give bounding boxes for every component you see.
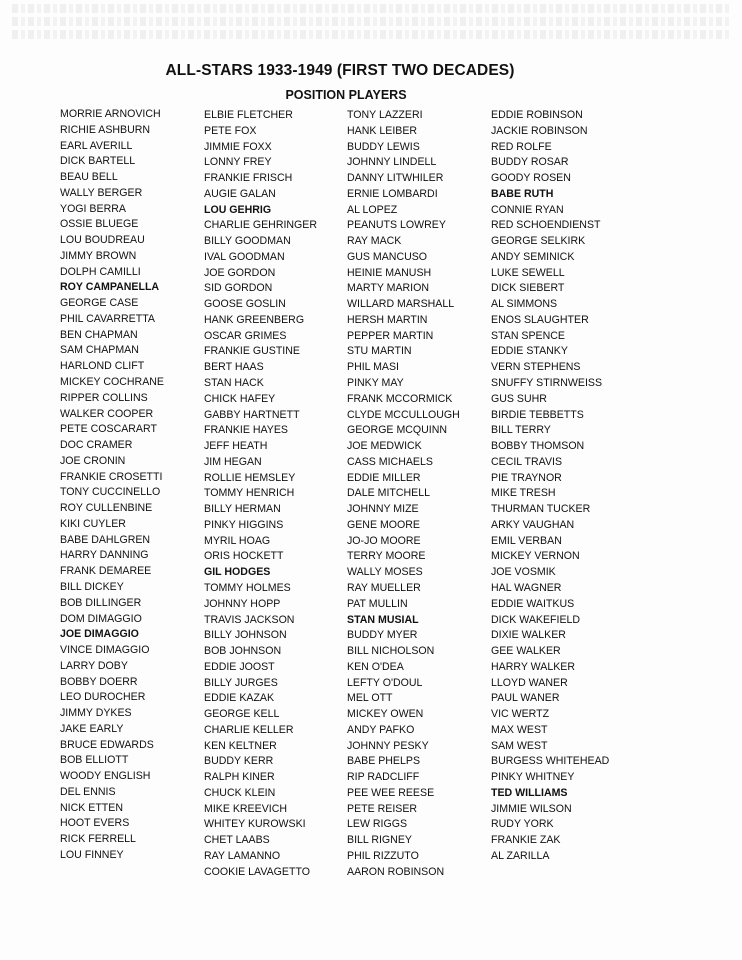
player-name: JO-JO MOORE [347, 534, 421, 547]
player-name: JIMMIE FOXX [204, 140, 272, 153]
player-name: FRANKIE GUSTINE [204, 345, 300, 358]
player-name: IVAL GOODMAN [204, 250, 285, 263]
player-name: RED ROLFE [491, 140, 552, 153]
player-name: CHET LAABS [204, 834, 270, 847]
player-name: GOODY ROSEN [491, 172, 571, 185]
player-name: PEPPER MARTIN [347, 329, 434, 342]
players-column-1 [60, 107, 164, 864]
player-name: FRANKIE FRISCH [204, 172, 293, 185]
player-name: BIRDIE TEBBETTS [491, 408, 584, 421]
player-name: EDDIE ROBINSON [491, 109, 583, 121]
player-name: ARKY VAUGHAN [491, 518, 575, 531]
player-name: JIMMIE WILSON [491, 802, 572, 815]
player-name: BUDDY KERR [204, 755, 274, 768]
player-name: PAUL WANER [491, 692, 560, 705]
player-name: HAL WAGNER [491, 581, 562, 594]
player-name: RAY MUELLER [347, 581, 421, 594]
player-name: CONNIE RYAN [491, 203, 564, 216]
player-name: PHIL MASI [347, 361, 400, 374]
player-name: DANNY LITWHILER [347, 172, 444, 185]
player-name: HANK GREENBERG [204, 313, 305, 326]
player-name: HANK LEIBER [347, 124, 418, 137]
player-name: EDDIE KAZAK [204, 692, 275, 705]
player-name: NICK ETTEN [60, 801, 123, 814]
player-name: HARRY DANNING [60, 549, 149, 562]
player-name: STU MARTIN [347, 345, 412, 358]
player-name: BILL NICHOLSON [347, 645, 435, 658]
player-name: LONNY FREY [204, 156, 272, 169]
player-name: GEORGE CASE [60, 297, 139, 310]
player-name: EDDIE MILLER [347, 471, 421, 484]
player-name: CHARLIE KELLER [204, 723, 294, 736]
player-name: SNUFFY STIRNWEISS [491, 377, 603, 390]
player-name: JACKIE ROBINSON [491, 124, 588, 137]
player-name: GUS SUHR [491, 392, 547, 405]
player-name: TOMMY HOLMES [204, 581, 291, 594]
player-name: BABE RUTH [491, 187, 554, 200]
player-name: JOHNNY HOPP [204, 597, 281, 610]
player-name: LLOYD WANER [491, 676, 568, 689]
player-name: COOKIE LAVAGETTO [204, 865, 310, 878]
player-name: CHICK HAFEY [204, 392, 276, 405]
players-column-3 [347, 108, 460, 881]
player-name: JEFF HEATH [204, 440, 268, 453]
player-name: LOU FINNEY [60, 848, 124, 861]
player-name: DICK BARTELL [60, 155, 136, 168]
player-name: LEFTY O'DOUL [347, 676, 423, 689]
player-name: ELBIE FLETCHER [204, 109, 293, 121]
player-name: BOB JOHNSON [204, 645, 282, 658]
player-name: RIP RADCLIFF [347, 771, 420, 784]
player-name: SID GORDON [204, 282, 273, 295]
player-name: GABBY HARTNETT [204, 408, 300, 421]
player-name: SAM WEST [491, 739, 548, 752]
player-name: RIPPER COLLINS [60, 391, 148, 404]
player-name: TONY CUCCINELLO [60, 486, 161, 499]
player-name: TERRY MOORE [347, 550, 426, 563]
player-name: JAKE EARLY [60, 722, 124, 735]
player-name: WALLY BERGER [60, 186, 143, 199]
player-name: STAN SPENCE [491, 329, 565, 342]
player-name: BOBBY THOMSON [491, 440, 585, 453]
player-name: JOE GORDON [204, 266, 276, 279]
player-name: JOHNNY MIZE [347, 503, 419, 516]
player-name: STAN MUSIAL [347, 613, 419, 626]
player-name: AUGIE GALAN [204, 187, 276, 200]
player-name: EDDIE JOOST [204, 660, 275, 673]
player-name: RUDY YORK [491, 818, 554, 831]
player-name: BILL RIGNEY [347, 834, 412, 847]
player-name: KIKI CUYLER [60, 517, 126, 530]
player-name: JOE CRONIN [60, 454, 126, 467]
player-name: CLYDE MCCULLOUGH [347, 408, 460, 421]
player-name: BUDDY MYER [347, 629, 418, 642]
page-title: ALL-STARS 1933-1949 (FIRST TWO DECADES) [165, 62, 515, 79]
player-name: PINKY MAY [347, 377, 404, 390]
player-name: EDDIE WAITKUS [491, 597, 575, 610]
player-name: AL LOPEZ [347, 203, 398, 216]
player-name: ANDY PAFKO [347, 723, 415, 736]
player-name: JOE DIMAGGIO [60, 628, 139, 641]
player-name: PINKY WHITNEY [491, 771, 575, 784]
player-name: DOC CRAMER [60, 439, 133, 452]
player-name: ANDY SEMINICK [491, 250, 575, 263]
player-name: PETE FOX [204, 124, 257, 137]
player-name: LEO DUROCHER [60, 691, 146, 704]
player-name: BILL TERRY [491, 424, 551, 437]
player-name: HEINIE MANUSH [347, 266, 432, 279]
player-name: OSCAR GRIMES [204, 329, 287, 342]
player-name: JIMMY BROWN [60, 249, 137, 262]
player-name: GEORGE KELL [204, 708, 280, 721]
player-name: RALPH KINER [204, 771, 275, 784]
player-name: BEAU BELL [60, 171, 118, 184]
player-name: JOHNNY PESKY [347, 739, 429, 752]
player-name: MICKEY VERNON [491, 550, 580, 563]
player-name: FRANK DEMAREE [60, 565, 152, 578]
player-name: PHIL CAVARRETTA [60, 312, 155, 325]
player-name: OSSIE BLUEGE [60, 218, 139, 231]
player-name: BUDDY LEWIS [347, 140, 420, 153]
player-name: JIM HEGAN [204, 455, 262, 468]
player-name: ROY CULLENBINE [60, 502, 153, 515]
player-name: RAY MACK [347, 235, 402, 248]
player-name: BERT HAAS [204, 361, 264, 374]
player-name: PEE WEE REESE [347, 786, 435, 799]
player-name: MYRIL HOAG [204, 534, 271, 547]
player-name: HOOT EVERS [60, 817, 130, 830]
player-name: BUDDY ROSAR [491, 156, 569, 169]
player-name: MIKE TRESH [491, 487, 556, 500]
player-name: YOGI BERRA [60, 202, 126, 215]
player-name: AL ZARILLA [491, 849, 550, 862]
player-name: DOLPH CAMILLI [60, 265, 141, 278]
player-name: LARRY DOBY [60, 659, 128, 672]
player-name: AARON ROBINSON [347, 865, 445, 878]
player-name: BEN CHAPMAN [60, 328, 138, 341]
player-name: HARRY WALKER [491, 660, 575, 673]
player-name: BOB DILLINGER [60, 596, 142, 609]
player-name: AL SIMMONS [491, 298, 558, 311]
player-name: GENE MOORE [347, 518, 420, 531]
player-name: PETE COSCARART [60, 423, 157, 436]
player-name: BILLY GOODMAN [204, 235, 291, 248]
player-name: FRANKIE CROSETTI [60, 470, 163, 483]
player-name: HARLOND CLIFT [60, 360, 145, 373]
player-name: ROLLIE HEMSLEY [204, 471, 296, 484]
player-name: MARTY MARION [347, 282, 430, 295]
player-name: CECIL TRAVIS [491, 455, 563, 468]
player-name: GOOSE GOSLIN [204, 298, 286, 311]
player-name: RICK FERRELL [60, 833, 136, 846]
player-name: TED WILLIAMS [491, 786, 568, 799]
player-name: FRANK MCCORMICK [347, 392, 453, 405]
player-name: LOU BOUDREAU [60, 234, 145, 247]
player-name: PETE REISER [347, 802, 418, 815]
player-name: PINKY HIGGINS [204, 518, 284, 531]
player-name: ROY CAMPANELLA [60, 281, 160, 294]
player-name: WHITEY KUROWSKI [204, 818, 306, 831]
player-name: BOB ELLIOTT [60, 754, 129, 767]
player-name: MORRIE ARNOVICH [60, 108, 161, 120]
player-name: VIC WERTZ [491, 708, 550, 721]
player-name: TRAVIS JACKSON [204, 613, 295, 626]
player-name: PAT MULLIN [347, 597, 408, 610]
player-name: BILLY JURGES [204, 676, 278, 689]
player-name: MEL OTT [347, 692, 393, 705]
player-name: MAX WEST [491, 723, 548, 736]
player-name: DALE MITCHELL [347, 487, 431, 500]
player-name: GEE WALKER [491, 645, 561, 658]
player-name: GUS MANCUSO [347, 250, 428, 263]
player-name: GEORGE SELKIRK [491, 235, 586, 248]
player-name: HERSH MARTIN [347, 313, 428, 326]
player-name: DICK SIEBERT [491, 282, 565, 295]
player-name: WALLY MOSES [347, 566, 423, 579]
player-name: CHUCK KLEIN [204, 786, 276, 799]
player-name: ORIS HOCKETT [204, 550, 284, 563]
player-name: LUKE SEWELL [491, 266, 565, 279]
player-name: GEORGE MCQUINN [347, 424, 448, 437]
player-name: MICKEY OWEN [347, 708, 424, 721]
player-name: FRANKIE ZAK [491, 834, 561, 847]
player-name: JIMMY DYKES [60, 707, 132, 720]
player-name: EARL AVERILL [60, 139, 133, 152]
player-name: DIXIE WALKER [491, 629, 566, 642]
player-name: JOE VOSMIK [491, 566, 556, 579]
player-name: BOBBY DOERR [60, 675, 138, 688]
player-name: TOMMY HENRICH [204, 487, 295, 500]
player-name: BILLY HERMAN [204, 503, 281, 516]
player-name: MIKE KREEVICH [204, 802, 288, 815]
player-name: RAY LAMANNO [204, 849, 281, 862]
player-name: GIL HODGES [204, 566, 271, 579]
section-subtitle: POSITION PLAYERS [285, 88, 407, 102]
player-name: DOM DIMAGGIO [60, 612, 142, 625]
player-name: PEANUTS LOWREY [347, 219, 446, 232]
player-name: LEW RIGGS [347, 818, 408, 831]
player-name: ERNIE LOMBARDI [347, 187, 438, 200]
player-name: BABE PHELPS [347, 755, 421, 768]
player-name: DEL ENNIS [60, 785, 116, 798]
player-name: WALKER COOPER [60, 407, 154, 420]
player-name: PIE TRAYNOR [491, 471, 562, 484]
player-name: VINCE DIMAGGIO [60, 644, 150, 657]
player-name: SAM CHAPMAN [60, 344, 139, 357]
player-name: ENOS SLAUGHTER [491, 313, 589, 326]
player-name: KEN O'DEA [347, 660, 404, 673]
player-name: EMIL VERBAN [491, 534, 562, 547]
player-name: THURMAN TUCKER [491, 503, 591, 516]
player-name: BRUCE EDWARDS [60, 738, 154, 751]
player-name: RED SCHOENDIENST [491, 219, 601, 232]
player-name: TONY LAZZERI [347, 109, 423, 121]
player-name: BURGESS WHITEHEAD [491, 755, 610, 768]
player-name: JOE MEDWICK [347, 440, 422, 453]
bleed-through-text [0, 0, 742, 50]
player-name: STAN HACK [204, 377, 264, 390]
player-name: BILLY JOHNSON [204, 629, 287, 642]
player-name: MICKEY COCHRANE [60, 376, 164, 389]
player-name: WILLARD MARSHALL [347, 298, 455, 311]
player-name: RICHIE ASHBURN [60, 123, 151, 136]
player-name: CHARLIE GEHRINGER [204, 219, 318, 232]
players-column-4 [491, 108, 609, 865]
player-name: WOODY ENGLISH [60, 770, 151, 783]
players-column-2 [204, 108, 317, 881]
player-name: CASS MICHAELS [347, 455, 433, 468]
player-name: FRANKIE HAYES [204, 424, 288, 437]
player-name: BILL DICKEY [60, 580, 124, 593]
player-name: KEN KELTNER [204, 739, 277, 752]
player-name: EDDIE STANKY [491, 345, 568, 358]
player-name: BABE DAHLGREN [60, 533, 151, 546]
player-name: LOU GEHRIG [204, 203, 272, 216]
player-name: VERN STEPHENS [491, 361, 581, 374]
player-name: DICK WAKEFIELD [491, 613, 581, 626]
player-name: JOHNNY LINDELL [347, 156, 437, 169]
player-name: PHIL RIZZUTO [347, 849, 419, 862]
